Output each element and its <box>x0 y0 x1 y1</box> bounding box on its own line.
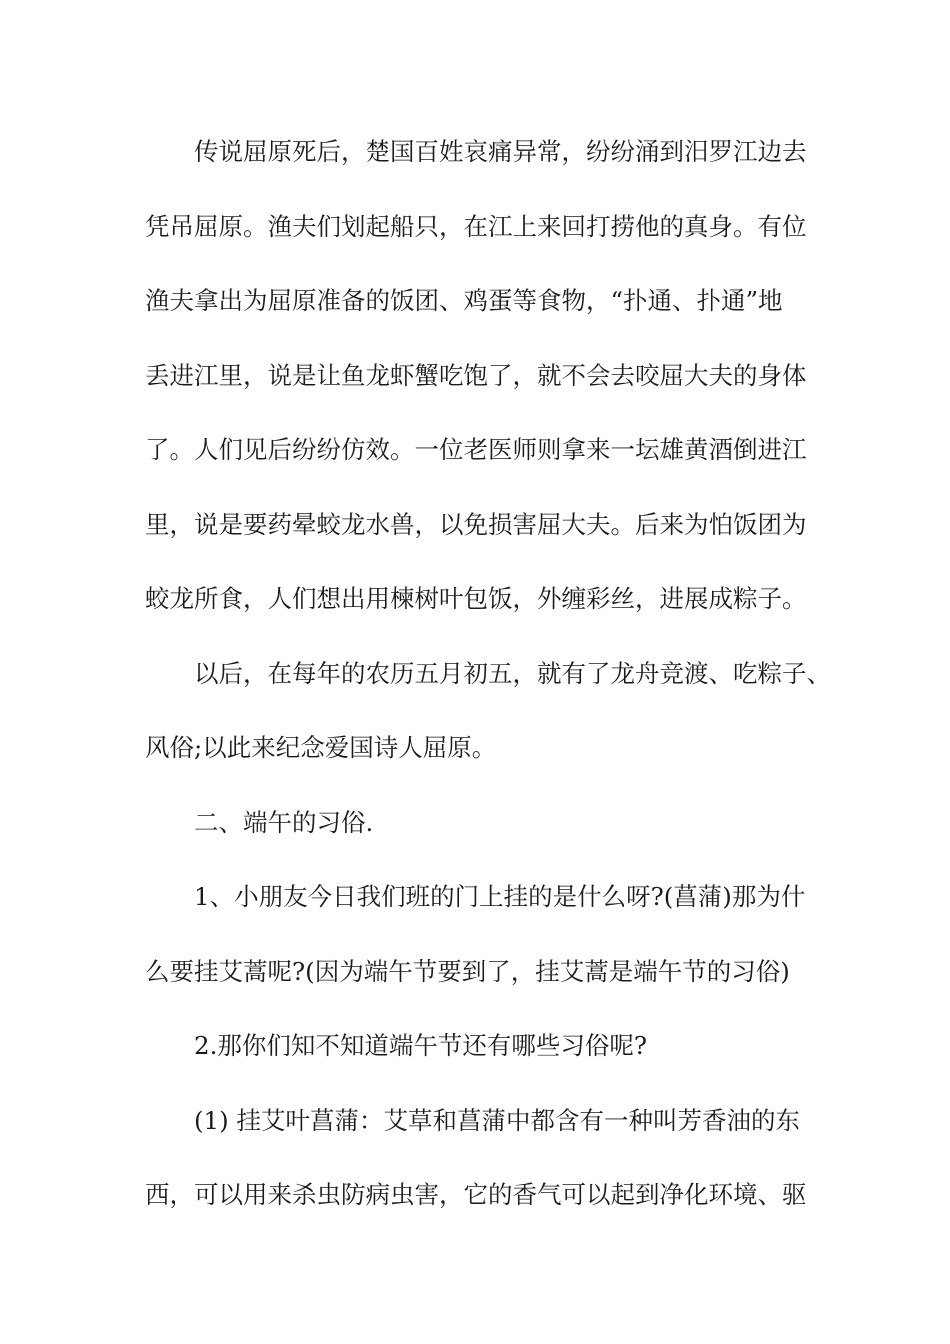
section-heading: 二、端午的习俗. <box>194 807 374 837</box>
paragraph-line: 丢进江里，说是让鱼龙虾蟹吃饱了，就不会去咬屈大夫的身体 <box>145 360 807 390</box>
paragraph-line: 里，说是要药晕蛟龙水兽，以免损害屈大夫。后来为怕饭团为 <box>145 509 807 539</box>
paragraph-line: 凭吊屈原。渔夫们划起船只，在江上来回打捞他的真身。有位 <box>145 211 807 241</box>
paragraph-line: 渔夫拿出为屈原准备的饭团、鸡蛋等食物，“扑通、扑通”地 <box>145 286 783 315</box>
paragraph-line: 风俗;以此来纪念爱国诗人屈原。 <box>145 733 497 762</box>
paragraph-line: 以后，在每年的农历五月初五，就有了龙舟竞渡、吃粽子、 <box>194 658 831 688</box>
paragraph-line: 了。人们见后纷纷仿效。一位老医师则拿来一坛雄黄酒倒进江 <box>145 435 807 464</box>
document-body <box>145 130 831 1248</box>
paragraph-line: 1、小朋友今日我们班的门上挂的是什么呀?(菖蒲)那为什 <box>194 882 806 911</box>
paragraph-line: 传说屈原死后，楚国百姓哀痛异常，纷纷涌到汨罗江边去 <box>194 137 807 166</box>
paragraph-line: 西，可以用来杀虫防病虫害，它的香气可以起到净化环境、驱 <box>145 1180 807 1209</box>
paragraph-line: 么要挂艾蒿呢?(因为端午节要到了，挂艾蒿是端午节的习俗) <box>145 956 790 986</box>
paragraph-line: (1) 挂艾叶菖蒲：艾草和菖蒲中都含有一种叫芳香油的东 <box>194 1105 800 1135</box>
paragraph-line: 2.那你们知不知道端午节还有哪些习俗呢? <box>194 1031 648 1060</box>
paragraph-line: 蛟龙所食，人们想出用楝树叶包饭，外缠彩丝，进展成粽子。 <box>145 584 807 613</box>
